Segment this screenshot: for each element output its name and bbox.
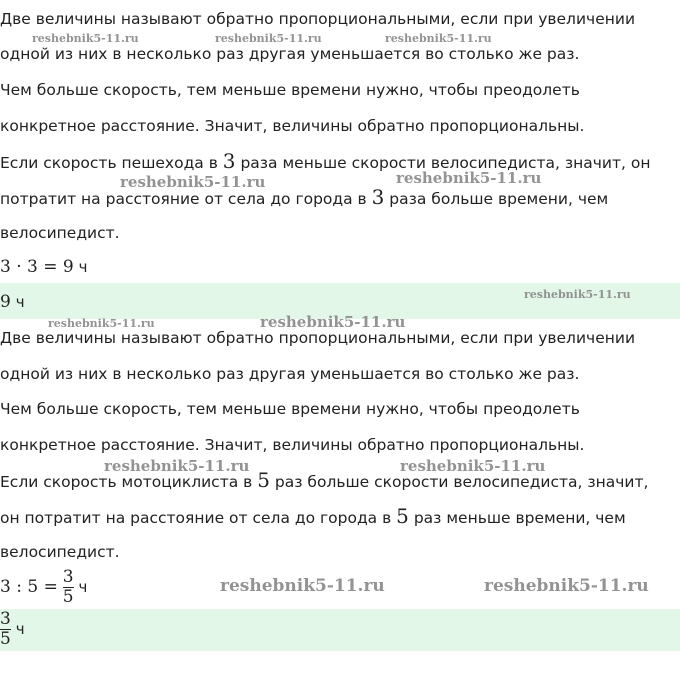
- watermark: reshebnik5-11.ru: [524, 288, 631, 301]
- paragraph-line: велосипедист.: [0, 224, 120, 242]
- paragraph-line: [0, 187, 680, 209]
- number: 3: [222, 149, 236, 173]
- fraction: [0, 610, 11, 649]
- unit: ч: [15, 620, 25, 638]
- watermark: reshebnik5-11.ru: [260, 313, 406, 331]
- text: Если скорость мотоциклиста в: [0, 473, 253, 491]
- watermark: reshebnik5-11.ru: [385, 32, 492, 45]
- number: 5: [396, 504, 409, 528]
- watermark: reshebnik5-11.ru: [48, 317, 155, 330]
- fraction-denominator: 5: [62, 587, 74, 607]
- text: раз больше скорости велосипедиста, значит,: [274, 473, 649, 491]
- text: потратит на расстояние от села до города в: [0, 190, 367, 208]
- fraction-denominator: 5: [0, 629, 11, 649]
- unit: ч: [15, 293, 25, 311]
- paragraph-line: Чем больше скорость, тем меньше времени нужно, чтобы преодолеть: [0, 400, 580, 418]
- text: Если скорость пешехода в: [0, 154, 218, 172]
- paragraph-line: Две величины называют обратно пропорциональными, если при увеличении: [0, 10, 636, 28]
- paragraph-line: [0, 506, 680, 528]
- paragraph-line: Две величины называют обратно пропорциональными, если при увеличении: [0, 329, 636, 347]
- fraction-numerator: 3: [0, 609, 11, 629]
- unit: ч: [78, 258, 88, 276]
- watermark: reshebnik5-11.ru: [32, 32, 139, 45]
- watermark: reshebnik5-11.ru: [104, 457, 250, 475]
- paragraph-line: конкретное расстояние. Значит, величины обратно пропорциональны.: [0, 117, 585, 135]
- watermark: reshebnik5-11.ru: [215, 32, 322, 45]
- text: раза меньше скорости велосипедиста, значит, он: [240, 154, 651, 172]
- fraction: [63, 568, 74, 607]
- paragraph-line: Чем больше скорость, тем меньше времени нужно, чтобы преодолеть: [0, 81, 580, 99]
- paragraph-line: одной из них в несколько раз другая уменьшается во столько же раз.: [0, 45, 580, 63]
- answer-line: [0, 609, 680, 649]
- calculation: [0, 257, 680, 277]
- answer-box: [0, 609, 680, 651]
- paragraph-line: [0, 470, 680, 492]
- paragraph-line: конкретное расстояние. Значит, величины обратно пропорциональны.: [0, 436, 585, 454]
- watermark: reshebnik5-11.ru: [484, 576, 649, 596]
- watermark: reshebnik5-11.ru: [120, 173, 266, 191]
- text: раз меньше времени, чем: [413, 509, 626, 527]
- paragraph-line: велосипедист.: [0, 543, 120, 561]
- paragraph-line: [0, 151, 680, 173]
- fraction-numerator: 3: [62, 567, 74, 587]
- paragraph-line: одной из них в несколько раз другая уменьшается во столько же раз.: [0, 365, 580, 383]
- text: раза больше времени, чем: [389, 190, 609, 208]
- formula: 3 : 5 =: [0, 577, 58, 597]
- text: он потратит на расстояние от села до города в: [0, 509, 392, 527]
- watermark: reshebnik5-11.ru: [396, 169, 542, 187]
- watermark: reshebnik5-11.ru: [400, 457, 546, 475]
- formula: 3 · 3 = 9: [0, 257, 74, 277]
- number: 5: [257, 468, 270, 492]
- answer-value: 9: [0, 292, 11, 312]
- unit: ч: [78, 578, 88, 596]
- watermark: reshebnik5-11.ru: [220, 576, 385, 596]
- number: 3: [371, 185, 385, 209]
